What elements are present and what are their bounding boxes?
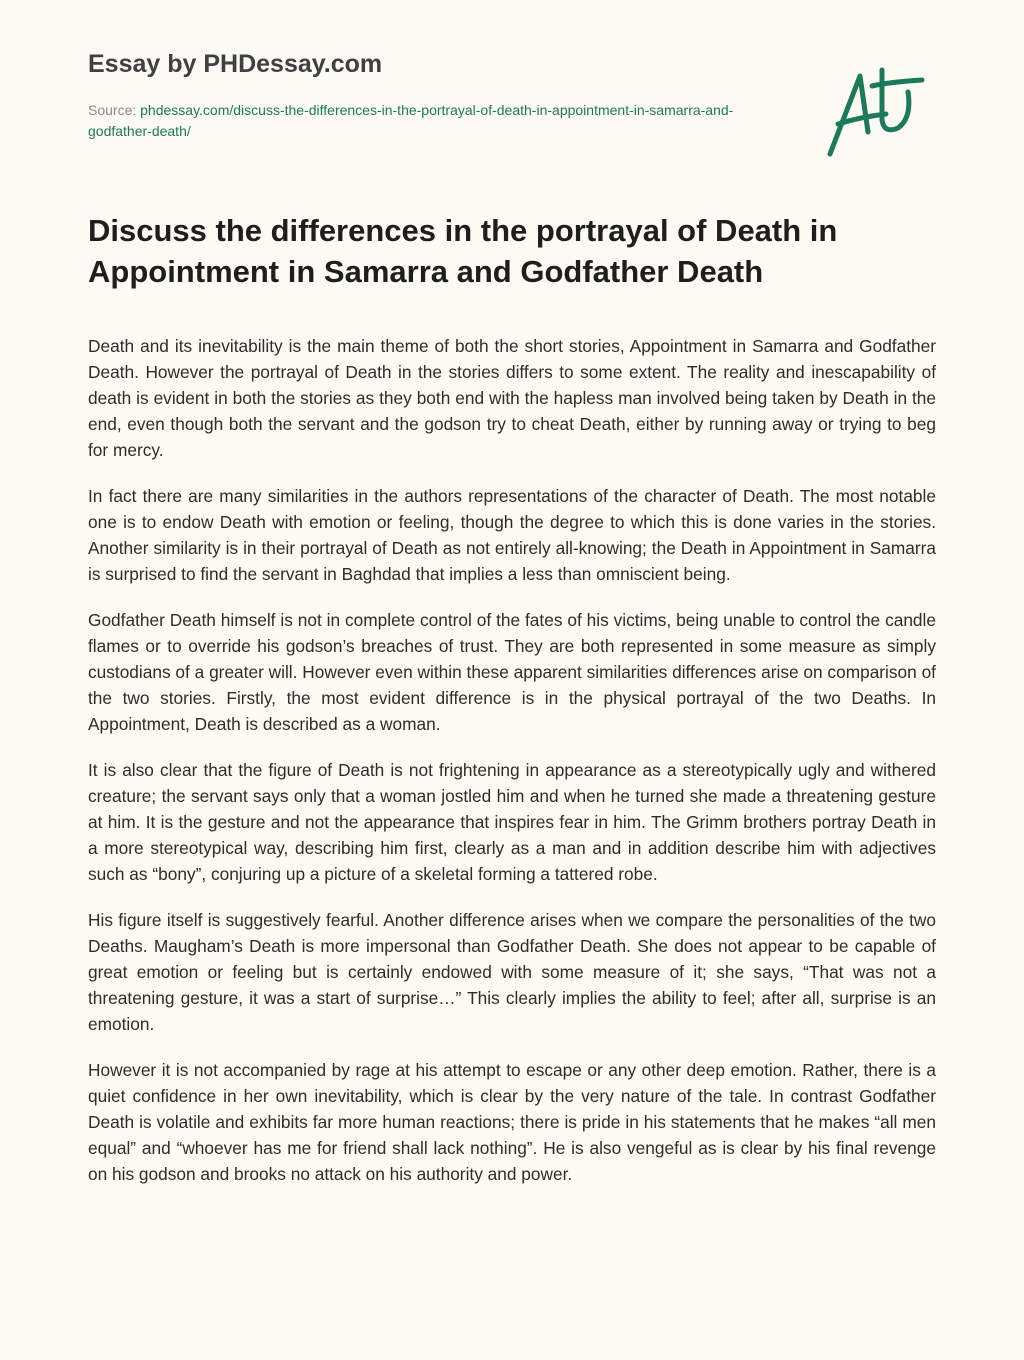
site-brand: Essay by PHDessay.com <box>88 50 383 78</box>
paragraph: It is also clear that the figure of Death is not frightening in appearance as a stereotypically ugly and withered creature; the servant says only that a woman jostled him and when he turned she made a threatening gesture at him. It is the gesture and not the appearance that inspires fear in him. The Grimm brothers portray Death in a more stereotypical way, describing him first, clearly as a man and in addition describe him with adjectives such as “bony”, conjuring up a picture of a skeletal forming a tattered robe. <box>88 760 936 884</box>
source-line <box>88 100 768 142</box>
essay-body <box>88 333 936 1207</box>
essay-title: Discuss the differences in the portrayal of Death in Appointment in Samarra and Godfather Death <box>88 213 838 289</box>
paragraph: In fact there are many similarities in the authors representations of the character of Death. The most notable one is to endow Death with emotion or feeling, though the degree to which this is done varies in the stories. Another similarity is in their portrayal of Death as not entirely all-knowing; the Death in Appointment in Samarra is surprised to find the servant in Baghdad that implies a less than omniscient being. <box>88 486 936 584</box>
a-plus-logo-icon <box>820 62 930 162</box>
paragraph: Death and its inevitability is the main theme of both the short stories, Appointment in Samarra and Godfather Death. However the portrayal of Death in the stories differs to some extent. The reality and inescapability of death is evident in both the stories as they both end with the hapless man involved being taken by Death in the end, even though both the servant and the godson try to cheat Death, either by running away or trying to beg for mercy. <box>88 336 936 460</box>
source-link[interactable]: phdessay.com/discuss-the-differences-in-the-portrayal-of-death-in-appointment-in-samarra-and-godfather-death/ <box>88 102 734 139</box>
paragraph: However it is not accompanied by rage at his attempt to escape or any other deep emotion. Rather, there is a quiet confidence in her own inevitability, which is clear by the very nature of the tale. In contrast Godfather Death is volatile and exhibits far more human reactions; there is pride in his statements that he makes “all men equal” and “whoever has me for friend shall lack nothing”. He is also vengeful as is clear by his final revenge on his godson and brooks no attack on his authority and power. <box>88 1060 936 1184</box>
paragraph: Godfather Death himself is not in complete control of the fates of his victims, being unable to control the candle flames or to override his godson’s breaches of trust. They are both represented in some measure as simply custodians of a greater will. However even within these apparent similarities differences arise on comparison of the two stories. Firstly, the most evident difference is in the physical portrayal of the two Deaths. In Appointment, Death is described as a woman. <box>88 610 936 734</box>
paragraph: His figure itself is suggestively fearful. Another difference arises when we compare the personalities of the two Deaths. Maugham’s Death is more impersonal than Godfather Death. She does not appear to be capable of great emotion or feeling but is certainly endowed with some measure of it; she says, “That was not a threatening gesture, it was a start of surprise…” This clearly implies the ability to feel; after all, surprise is an emotion. <box>88 910 936 1034</box>
source-label: Source: <box>88 102 141 118</box>
